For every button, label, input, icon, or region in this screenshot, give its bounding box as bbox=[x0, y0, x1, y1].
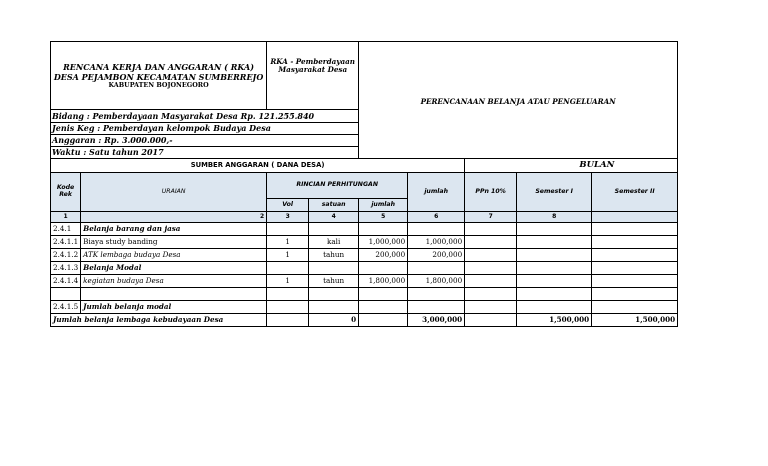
col-number: 1 bbox=[51, 212, 81, 223]
total-ppn bbox=[465, 314, 517, 327]
row-harga: 1,800,000 bbox=[359, 275, 408, 288]
row-kode: 2.4.1.1 bbox=[51, 236, 81, 249]
table-row bbox=[51, 288, 678, 301]
waktu-text: Waktu : Satu tahun 2017 bbox=[51, 147, 359, 159]
col-satuan: satuan bbox=[309, 199, 359, 212]
col-number: 8 bbox=[517, 212, 592, 223]
bidang-text: Bidang : Pemberdayaan Masyarakat Desa Rp. 121.255.840 bbox=[51, 110, 359, 123]
col-number: 7 bbox=[465, 212, 517, 223]
row-uraian: Biaya study banding bbox=[81, 236, 267, 249]
row-jumlah bbox=[408, 288, 465, 301]
col-vol: Vol bbox=[267, 199, 309, 212]
sumber-anggaran-label: SUMBER ANGGARAN ( DANA DESA) bbox=[51, 159, 465, 173]
row-semester2 bbox=[592, 288, 678, 301]
rka-code-line2: Masyarakat Desa bbox=[278, 64, 348, 74]
rka-title-line2: DESA PEJAMBON KECAMATAN SUMBERREJO bbox=[53, 71, 264, 82]
blank-cell bbox=[465, 159, 517, 173]
col-rincian: RINCIAN PERHITUNGAN bbox=[267, 173, 408, 199]
row-ppn bbox=[465, 262, 517, 275]
table-row bbox=[51, 262, 678, 275]
row-semester1 bbox=[517, 236, 592, 249]
row-satuan: kali bbox=[309, 236, 359, 249]
row-vol: 1 bbox=[267, 249, 309, 262]
col-number: 6 bbox=[408, 212, 465, 223]
row-jumlah bbox=[408, 223, 465, 236]
row-satuan bbox=[309, 301, 359, 314]
row-uraian: Belanja Modal bbox=[81, 262, 267, 275]
col-kode-rek-line2: Rek bbox=[59, 191, 72, 198]
row-semester1 bbox=[517, 223, 592, 236]
row-semester2 bbox=[592, 275, 678, 288]
jenis-keg-text: Jenis Keg : Pemberdayan kelompok Budaya Desa bbox=[51, 123, 359, 135]
row-ppn bbox=[465, 223, 517, 236]
col-number: 5 bbox=[359, 212, 408, 223]
row-kode: 2.4.1.2 bbox=[51, 249, 81, 262]
row-semester2 bbox=[592, 236, 678, 249]
row-semester2 bbox=[592, 301, 678, 314]
row-uraian bbox=[81, 288, 267, 301]
col-number-blank bbox=[592, 212, 678, 223]
row-uraian: Jumlah belanja modal bbox=[81, 301, 267, 314]
total-vol bbox=[267, 314, 309, 327]
row-satuan bbox=[309, 288, 359, 301]
total-semester2: 1,500,000 bbox=[592, 314, 678, 327]
row-ppn bbox=[465, 288, 517, 301]
row-harga bbox=[359, 301, 408, 314]
data-rows bbox=[51, 223, 678, 314]
col-semester2: Semester II bbox=[592, 173, 678, 212]
col-uraian: URAIAN bbox=[81, 173, 267, 212]
col-jumlah-sub: jumlah bbox=[359, 199, 408, 212]
rka-title-block bbox=[51, 42, 267, 110]
row-uraian: kegiatan budaya Desa bbox=[81, 275, 267, 288]
rka-title-line1: RENCANA KERJA DAN ANGGARAN ( RKA) bbox=[63, 61, 254, 72]
row-semester1 bbox=[517, 275, 592, 288]
col-jumlah: jumlah bbox=[408, 173, 465, 212]
table-row bbox=[51, 275, 678, 288]
row-uraian: ATK lembaga budaya Desa bbox=[81, 249, 267, 262]
row-harga bbox=[359, 223, 408, 236]
row-jumlah: 1,800,000 bbox=[408, 275, 465, 288]
rka-title-line3: KABUPATEN BOJONEGORO bbox=[108, 80, 209, 89]
table-row bbox=[51, 249, 678, 262]
total-harga bbox=[359, 314, 408, 327]
row-vol bbox=[267, 262, 309, 275]
row-vol bbox=[267, 288, 309, 301]
row-semester2 bbox=[592, 249, 678, 262]
row-ppn bbox=[465, 301, 517, 314]
perencanaan-heading: PERENCANAAN BELANJA ATAU PENGELUARAN bbox=[359, 42, 678, 159]
row-harga: 200,000 bbox=[359, 249, 408, 262]
row-semester1 bbox=[517, 262, 592, 275]
row-kode: 2.4.1.5 bbox=[51, 301, 81, 314]
rka-code-line1: RKA - Pemberdayaan bbox=[270, 57, 355, 66]
row-satuan: tahun bbox=[309, 249, 359, 262]
row-satuan bbox=[309, 223, 359, 236]
row-jumlah bbox=[408, 262, 465, 275]
row-kode: 2.4.1.3 bbox=[51, 262, 81, 275]
rka-code-block bbox=[267, 42, 359, 110]
col-kode-rek bbox=[51, 173, 81, 212]
row-vol bbox=[267, 223, 309, 236]
bulan-label: BULAN bbox=[517, 159, 678, 173]
row-kode bbox=[51, 288, 81, 301]
row-vol bbox=[267, 301, 309, 314]
row-semester1 bbox=[517, 301, 592, 314]
col-number: 4 bbox=[309, 212, 359, 223]
row-vol: 1 bbox=[267, 275, 309, 288]
row-semester2 bbox=[592, 262, 678, 275]
total-semester1: 1,500,000 bbox=[517, 314, 592, 327]
total-satuan-value: 0 bbox=[309, 314, 359, 327]
row-uraian: Belanja barang dan jasa bbox=[81, 223, 267, 236]
row-vol: 1 bbox=[267, 236, 309, 249]
row-satuan bbox=[309, 262, 359, 275]
row-semester1 bbox=[517, 249, 592, 262]
anggaran-text: Anggaran : Rp. 3.000.000,- bbox=[51, 135, 359, 147]
row-harga bbox=[359, 288, 408, 301]
table-row bbox=[51, 223, 678, 236]
table-row bbox=[51, 236, 678, 249]
row-ppn bbox=[465, 236, 517, 249]
row-jumlah: 1,000,000 bbox=[408, 236, 465, 249]
col-kode-rek-line1: Kode bbox=[56, 184, 75, 192]
row-jumlah bbox=[408, 301, 465, 314]
row-harga: 1,000,000 bbox=[359, 236, 408, 249]
rka-sheet bbox=[50, 41, 678, 327]
row-satuan: tahun bbox=[309, 275, 359, 288]
row-semester1 bbox=[517, 288, 592, 301]
row-jumlah: 200,000 bbox=[408, 249, 465, 262]
col-semester1: Semester I bbox=[517, 173, 592, 212]
rka-table bbox=[50, 41, 678, 327]
col-ppn: PPn 10% bbox=[465, 173, 517, 212]
total-label: Jumlah belanja lembaga kebudayaan Desa bbox=[51, 314, 267, 327]
row-ppn bbox=[465, 275, 517, 288]
col-number: 2 bbox=[81, 212, 267, 223]
col-number: 3 bbox=[267, 212, 309, 223]
row-kode: 2.4.1 bbox=[51, 223, 81, 236]
table-row bbox=[51, 301, 678, 314]
row-semester2 bbox=[592, 223, 678, 236]
row-harga bbox=[359, 262, 408, 275]
row-ppn bbox=[465, 249, 517, 262]
row-kode: 2.4.1.4 bbox=[51, 275, 81, 288]
total-jumlah: 3,000,000 bbox=[408, 314, 465, 327]
